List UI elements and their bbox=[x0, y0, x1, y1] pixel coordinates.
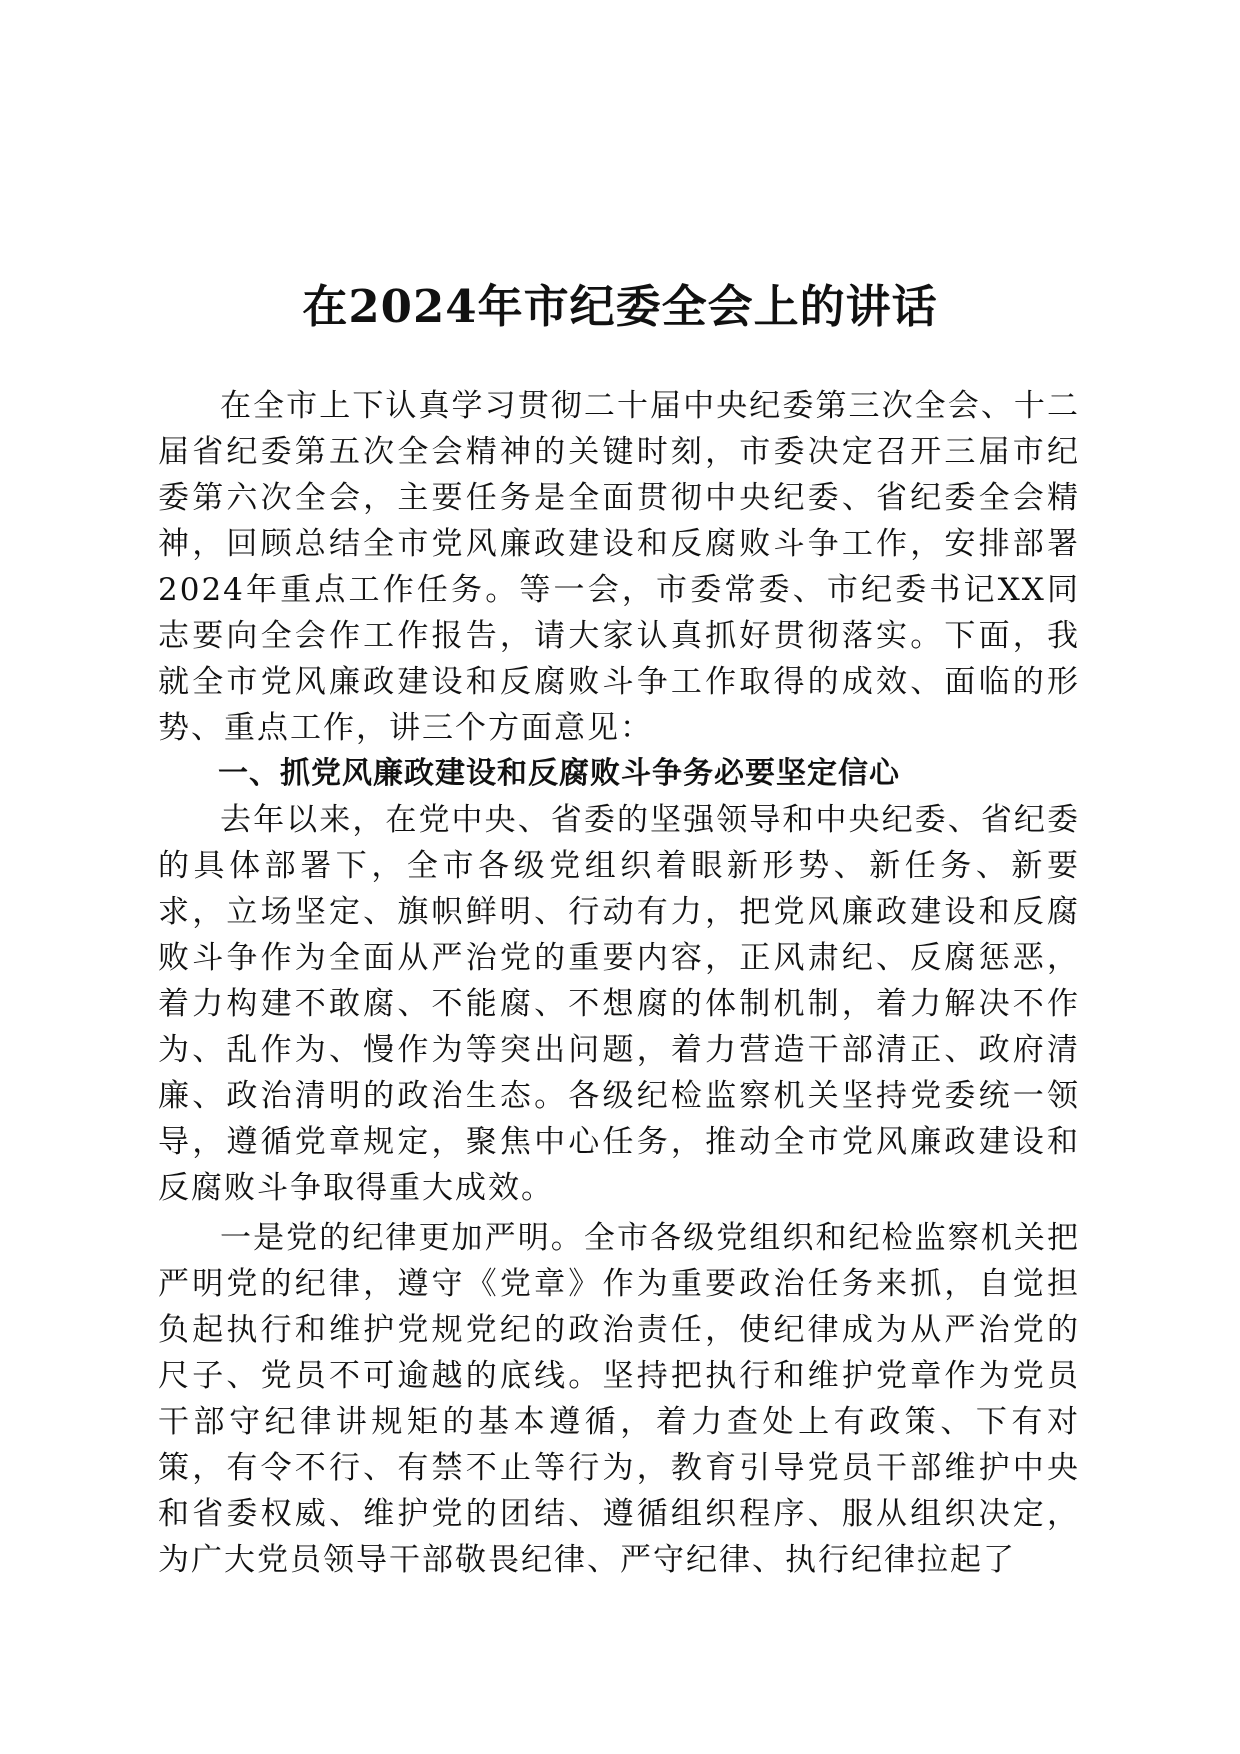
document-body bbox=[158, 383, 1080, 1583]
section-heading: 一、抓党风廉政建设和反腐败斗争务必要坚定信心 bbox=[218, 756, 900, 791]
body-paragraph: 去年以来，在党中央、省委的坚强领导和中央纪委、省纪委的具体部署下，全市各级党组织着眼新形势、新任务、新要求，立场坚定、旗帜鲜明、行动有力，把党风廉政建设和反腐败斗争作为全面从严治党的重要内容，正风肃纪、反腐惩恶，着力构建不敢腐、不能腐、不想腐的体制机制，着力解决不作为、乱作为、慢作为等突出问题，着力营造干部清正、政府清廉、政治清明的政治生态。各级纪检监察机关坚持党委统一领导，遵循党章规定，聚焦中心任务，推动全市党风廉政建设和反腐败斗争取得重大成效。 bbox=[158, 802, 1080, 1206]
intro-paragraph: 在全市上下认真学习贯彻二十届中央纪委第三次全会、十二届省纪委第五次全会精神的关键时刻，市委决定召开三届市纪委第六次全会，主要任务是全面贯彻中央纪委、省纪委全会精神，回顾总结全市党风廉政建设和反腐败斗争工作，安排部署2024年重点工作任务。等一会，市委常委、市纪委书记XX同志要向全会作工作报告，请大家认真抓好贯彻落实。下面，我就全市党风廉政建设和反腐败斗争工作取得的成效、面临的形势、重点工作，讲三个方面意见： bbox=[158, 388, 1080, 746]
document-title: 在2024年市纪委全会上的讲话 bbox=[302, 280, 938, 334]
body-paragraph: 一是党的纪律更加严明。全市各级党组织和纪检监察机关把严明党的纪律，遵守《党章》作为重要政治任务来抓，自觉担负起执行和维护党规党纪的政治责任，使纪律成为从严治党的尺子、党员不可逾越的底线。坚持把执行和维护党章作为党员干部守纪律讲规矩的基本遵循，着力查处上有政策、下有对策，有令不行、有禁不止等行为，教育引导党员干部维护中央和省委权威、维护党的团结、遵循组织程序、服从组织决定，为广大党员领导干部敬畏纪律、严守纪律、执行纪律拉起了 bbox=[158, 1220, 1080, 1578]
